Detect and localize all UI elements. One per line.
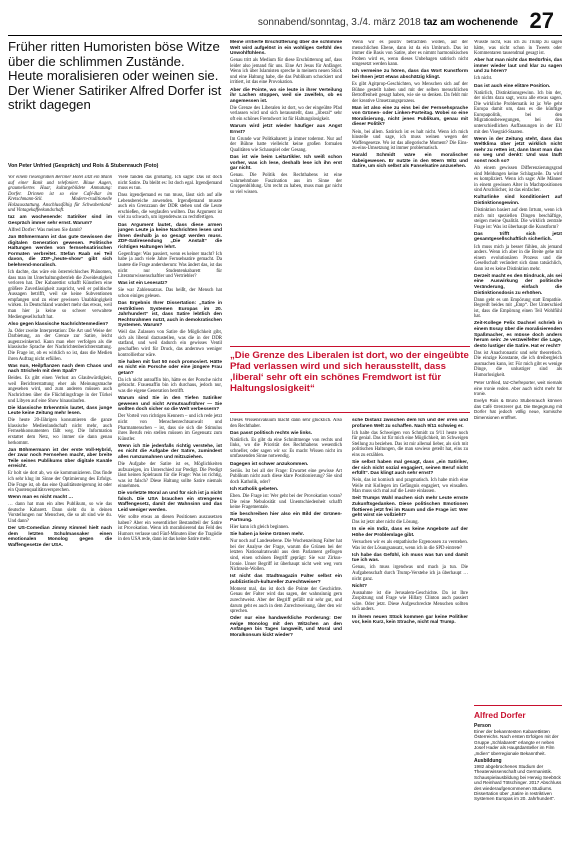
- interview-question: Wenn man es nicht macht …: [8, 495, 74, 501]
- interview-question: Sie haben ja keine Grünen mehr.: [230, 532, 305, 538]
- interview-question: Harald Schmidt wäre ein moralischer dabeigewesen. Er nutzte in den 90ern Witz und Satire, um sich selbst als Fanselsatire anzusehen.: [352, 153, 468, 170]
- pull-quote-text: „Die Grenze des Liberalen ist dort, wo der eingeübte Pfad verlassen wird und sich herausstellt, dass ‚liberal‘ sehr oft ein schönes Fremdwort ist für Haltungslosigkeit“: [230, 350, 469, 394]
- interview-answer: Dann geht es um Empörung statt Empathie. Begreift beides mit „Emp“. Der Unterschied ist, dass die Empörung einen Teil Wohlfühl hat.: [474, 297, 562, 320]
- header-rule: [8, 35, 562, 36]
- bio-education-label: Ausbildung: [474, 758, 502, 765]
- article-credit: Von Peter Unfried (Gespräch) und Rois & Stubenrauch (Foto): [8, 163, 159, 169]
- interview-answer: Wüsste nicht, was ich zu Trump zu sagen hätte, was nicht schon in Tweets oder Kommentaren tausendmal gesagt ist.: [474, 40, 562, 57]
- column-1: [8, 175, 112, 845]
- interview-answer: Nein, das ist komisch und pragmatisch. Ich habe mich eine Weile mit Kollegen im Gefängnis engagiert, wo einsaßen. Man muss sich mal auf die Leute einlassen.: [352, 478, 468, 495]
- interview-answer: Weil das Zulassen von Satire die Möglichkeit gibt, sich als liberal darzustellen, was die in der DDR statfand, und weil dadurch ein gewisses Ventil geschaffen wird für Druck, das andernwo weniger kontrollierbar wäre.: [118, 330, 222, 358]
- interview-answer: Der Vorteil von richtigen Kennern – und ich rede jetzt nicht von Menschenrechtsanwalt und Pharmamenschen – ist, dass sie sich die Stimulus ihres Berufs rein stellen müssen im Gegensatz zum Künstler.: [118, 414, 222, 442]
- interview-question: Das ist auch eine elitäre Position.: [474, 83, 551, 89]
- interview-answer: Ich halte das Schweigen von Schmidt zu 9/11 heute noch für genial. Das ist für mich eine Möglichkeit, im Schweigen Stellung zu beziehen. Das ist mir allemal lieber, als sich mit politischen Haltungen, die man sowieso geteilt hat, eins zu eins zu erzählen.: [352, 430, 468, 458]
- column-3-bottom-body: [230, 418, 342, 638]
- bio-title: Alfred Dorfer: [474, 710, 526, 720]
- interview-answer: Ja. Oder zweite Interpretation: Die Art und Weise der Darbietung, an der Grenze zur Satire, leicht augenzwinkernd. Kann man eher verfolgen als die klassische Sprache der Nachrichtenberichterstattung. Die Frage ist, ob es wirklich so ist, dass die Medien ihren Auftrag nicht erfüllen.: [8, 328, 112, 362]
- interview-answer: Es gibt Agitprop-Geschichten, wo Menschen sich auf der Bühne gestellt haben und mit der selben menschlichen Betroffenheit gesagt haben, wie sie so denken. Da fehlt mir der kreative Umsetzungsprozess.: [352, 82, 468, 104]
- interview-question: Das Ergebnis Ihrer Dissertation: „Satire in restriktiven Systemen Europas im 20. Jahrhundert“ ist, dass Satire lebtlich den Rechtsrahmen nutzt, auch in demokratischen Systemen. Warum?: [118, 301, 222, 329]
- interview-question: Sie beschreiben hier also ein Bild der Grünen-Partnung.: [230, 512, 342, 523]
- interview-answer: Eben. Die Frage ist: Wer geht bei der Provokation voran? Die reine Nebulosität und Unentschiedenheit schafft keine Fragementale.: [230, 494, 342, 511]
- interview-answer: Im Grunde war Politkabarett ja immer todernst. Nur auf der Bühne hatte vielleicht keine großen formalen Qualitäten wie Schauspiel oder Gesang.: [230, 136, 342, 153]
- interview-question: Das ist wie beim Leitartikler. Ich weiß schon vorher, was ich lese, deshalb lese ich ihn erst gar nicht.: [230, 154, 342, 172]
- interview-question: sche Distanz zwischen dem Ich und der irren und profanen Welt zu schaffen. Nach 9/11 schwieg er.: [352, 418, 468, 429]
- article-headline: Früher ritten Humoristen böse Witze über die schlimmen Zustände. Heute moralisieren oder weinen sie. Der Wiener Satiriker Alfred Dorfer ist strikt dagegen: [8, 39, 222, 113]
- interview-question: Ich Katholik gebeten.: [230, 486, 279, 492]
- interview-answer: Ich muss mich ja besser fühlen, als jemand anders. Wenn ich aber in die Breite gehe mit einem evolutionären Prozess und die Gesellschaft verändert sich dann tatsächlich, dann ist es keine Distinktion mehr.: [474, 244, 562, 272]
- interview-answer: Sie war Zahlensatzus. Das heißt, der Mensch hat schon einiges gelesen.: [118, 288, 222, 299]
- interview-answer: Distinktion basiert auf dem Irrtum, wenn ich mich mit speziellen Dingen beschäftige, steigen meine Qualität. Die wirklich zentrale Frage ist: Was ist überhaupt die Kunstform?: [474, 208, 562, 230]
- interview-question: In ihrem neuen Stück kommen gar keine Politiker vor, kein Kurz, kein Strache, nicht mal Trump.: [352, 614, 468, 626]
- interview-question: Aber die Pointe, wo sie leute in ihrer Verteilung ihr Lachen stoppen, weil sie zweifeln, ob es angemessen ist.: [230, 87, 342, 104]
- interview-answer: Moment mal, das ist doch die Pointe der Geschichte. Genau der Falter wird das sagen, der wahnsinnig gern zurechtweist. Aber der Begriff gefällt mir sehr gut, und darum geht es auch in dem Zurechtweisung, über den wir sprechen.: [230, 586, 342, 615]
- column-5-body: [474, 40, 562, 378]
- interview-question: Nicht?: [352, 583, 367, 589]
- column-2-body: [118, 175, 222, 543]
- interview-question: Was ist ein Lesesatz?: [118, 281, 168, 287]
- bio-box: [474, 705, 562, 802]
- column-3-bottom: [230, 418, 342, 845]
- interview-question: Oder nur eine handwerkliche Forderung: Der ewige Monolog mit den Witzchen an den Anfängen bis Tages langweilt, und Moral und Moralkonsum kickt wieder?: [230, 616, 342, 638]
- interview-answer: Natürlich, Distinktionsgewinn. Ich bin der, der nichts dazu sagt, wozu alle etwas sagen. Die wirkliche Problematik ist ja: Wie geht Europa damit um, dass es die künftige Europapolitik, bei den Migrationsbewegungen, bei den unterschiedlichen Auffassungen in der EU mit den Visegrád-Staaten.: [474, 90, 562, 135]
- interview-answer: Nur noch auf Landesebene. Die Wochenzeitung Falter hat bei der Analyse der Frage, warum die Grünen bei der letzten Nationalratswahl aus dem Parlament geflogen sind, einen schönen Begriff geprägt: Sie war Zirkus-Ironie. Unser Begriff ist überhaupt nicht weit weg vom Nichtsein-Wollen.: [230, 539, 342, 573]
- column-4-top-body: [352, 40, 468, 170]
- header-date-section: [258, 17, 518, 28]
- interview-question: Das Argument lautet, dass diese armen jungen Leute ja keine Nachrichten lesen und ihnen deshalb ja so gesagt werden muss. ZDF-Satiresendung „Die Anstalt“ die richtigen Haltungen lehrt.: [118, 222, 222, 250]
- interview-answer: Viele fanden das großartig. Ich sagte: Das ist doch nicht Satire. Da bleibt es: Ist doch egal. Irgendjemand muss es tun.: [118, 175, 222, 192]
- interview-answer: Genau tritt als Medium für diese Erschütterung auf, dass leider also jemand für uns. Eine Art Jesus für Anfänger. Wenn ich über Islamisten spreche in meinem neuen Stück und eine Haltung habe, die das Publikum schockiert und irritiert, ist das eine Provokation.: [230, 58, 342, 86]
- interview-question: Warum sind Sie in den Tiefen Satiriker gewesen und nicht Armutsaufrührer — Sie wollten doch sicher so die Welt verbessern?: [118, 396, 222, 413]
- interview-answer: Dass irgendjemand es tun muss, lässt sich auf alle Lebensbereiche anwenden. Irgendjemand musste auch ein Grenzzaun der DDR stehen und die Leute erschießen, die weglaufen wollten. Das Argument ist viel zu schwach, um irgendetwas zu rechtfertigen.: [118, 193, 222, 221]
- interview-question: Sie haben mit fast 50 noch promoviert. Hätte es nicht ein Porsche oder eine jüngere Frau getan?: [118, 359, 222, 376]
- interview-question: Dagegen ist schwer anzukommen.: [230, 461, 309, 467]
- interview-question: Der US-Comedian Jimmy Kimmel hielt nach dem letzten Schulmassaker einen emotionalen Monolog gegen die Waffengesetze der USA.: [8, 526, 112, 548]
- bio-person-text: Einer der bekanntesten Kabarettisten Österreichs. Nach ersten Erfolgen mit der Gruppe „Schlabarett“ erlangte er neben Josef Hader als Hauptdarsteller im Film „Indien“ überregionale Bekanntheit.: [474, 729, 559, 756]
- pull-quote: [230, 350, 470, 394]
- bio-education-text: 1982 abgebrochenes Studium der Theaterwissenschaft und Germanistik. Schauspielausbildung bei Herwig Seeböck und Reinhard Tötschinger. 2017 Abschluss des wiederaufgenommenen Studiums. Dissertation über „Satire in restriktiven Systemen Europas im 20. Jahrhundert“.: [474, 764, 562, 802]
- column-3-top-body: [230, 40, 342, 195]
- interview-question: Zeit-Kollege Felix Dachsel schrieb in einem Essay über die moralisierenden Spaßmacher, es müsse doch anders herum sein: Je verzweifelter die Lage, desto lustiger die Satire. Hat er recht?: [474, 321, 562, 349]
- author-note-unfried: Peter Unfried, taz-Chefreporter, weit niemals eine Ironie reden. Aber auch nicht mehr für Ironie.: [474, 380, 562, 397]
- bio-box-rule: [474, 705, 562, 706]
- interview-answer: Seriös. Ist bei all der Frage: Erwartet eine gewisse Art Publikum nicht auch diese klare Positionierung? Sie sind doch Katholik, oder?: [230, 468, 342, 485]
- interview-answer: Die Grenze des Liberalen ist dort, wo der eingeübte Pfad verlassen wird und sich herausstellt, dass „liberal“ sehr oft ein schönes Fremdwort ist für Haltungslosigkeit.: [230, 105, 342, 122]
- interview-question: Das trifft sich jetzt gesamtgesellschaftlich sicherlich.: [474, 231, 562, 243]
- interview-question: Meine irritierte Erschütterung über die schlimme Welt wird aufgelöst in ein wohliges Gefühl des Unwohlfühlens.: [230, 40, 342, 57]
- column-5: [474, 40, 562, 700]
- interview-question: Ist nicht das Stadtmagazin Falter selbst ein publizistisch-kultureller Zurechtweiser?: [230, 574, 342, 585]
- interview-answer: Die heute 20-Jährigen konsumieren die ganze klassische Medienlandschaft nicht mehr, auch Fernsehkonsumenten fällt weg. Die Information erstattet dem Netz, wo immer sie dann genau herkommt.: [8, 418, 112, 446]
- interview-answer: Wenn wir es positiv betrachten wollen, auf der menschlichen Ebene, dann ist da ein Umbruch. Das ist immer die Basis von Satire, aber es nimmt harmonikischen Proben wird es, wenn dieses Unbehagen satirisch nicht umgesetzt werden kann.: [352, 40, 468, 68]
- interview-question: Jan Böhmermann ist das gute Gewissen der digitalen Generation gewesen. Politische Haltungen werden von fernsehsatirischen Formaten verbreitet. Stefan Raab sei Teil davon, die ZDF-„heute-show“ gibt sich belehrend-moralisch.: [8, 235, 112, 268]
- interview-answer: Ausnahme ist die Jerusalem-Geschichte. Da ist Ihre Zuspitzung und Frage wie Hillary Clinton auch passiert wäre. Oder jetzt. Diese Aufgeschreckte Menschen sollten sich anders.: [352, 590, 468, 613]
- page-number: 27: [529, 8, 554, 33]
- author-note-photographers: Evelyn Rois & Bruno Stubenrauch können das Café Grenzerer gut. Die Begegnung mit Dorfer hat jedoch völlig neue, komische Dimensionen eröffnet.: [474, 398, 562, 420]
- interview-answer: Da ich nicht autoaffin bin, hätte es der Porsche nicht gebracht. Frauenaffin bin ich durchaus, jedoch nur, was die eigene Generation betrifft.: [118, 377, 222, 395]
- interview-question: Derzeit macht es den Eindruck, als sei eine Auswirkung der politische Veränderung, einfach die Distinktionsdosis zu erhöhen.: [474, 273, 562, 296]
- header-section: taz am wochenende: [423, 17, 518, 28]
- column-1-body: [8, 215, 112, 548]
- interview-answer: Genau. Die Politik des Rechthabens ist eine wahrnehmbare Faszination aus im Sinne der Gruppenbildung. Um recht zu haben, muss man gar nicht so viel wissen.: [230, 173, 342, 195]
- interview-answer: Ab einem gewissen Differenzierungsgrad sind Meldungen keine Schlagzeile. Da wird es kompliziert. Wenn ich sage: Alle Männer in einem gewissen Alter in Machtpositionen sind Arschlöcher, ist das einfacher.: [474, 166, 562, 194]
- interview-answer: Natürlich. Es gibt da eine Schnittmenge von rechts und links, wo die Priorität des Rechthabens wesentlich schneller, oder sagen wir so: Es macht Wissen nicht im umfassenden Sinne notwendig.: [230, 437, 342, 460]
- interview-question: Aber hat man nicht das Bedürfnis, das immer wieder laut und klar zu sagen und zu hören?: [474, 58, 562, 75]
- interview-question: Ich habe das Gefühl, ich muss was tun und damit tue ich was.: [352, 552, 468, 564]
- interview-answer: Beides. Es gibt einen Verlust an Glaubwürdigkeit, weil Berichterstattung eher als Meinungsmache angesehen wird, und zum anderen müssen auch Nachrichten über die Flüchtlingsfrage in der Türkei und Libyen auf eine Show hinauslaufen.: [8, 376, 112, 404]
- interview-answer: Die Aufgabe der Satire ist es, Möglichkeiten aufzuzeigen, im Unterschied zur Predigt. Die Predigt lässt keinen Spielraum für die Frage: Was ist richtig, was ist falsch? Diese Haltung sollte Satire niemals einnehmen.: [118, 461, 222, 490]
- interview-question: Jan Böhmermann ist der erste Voll-Hybrid, der zwar noch Fernsehen macht, aber breite Teile seines Publikums über digitale Kanäle erreicht.: [8, 447, 112, 470]
- interview-answer: Das ist Anachronastic und sehr theoretisch. Die einzige Konstante, die ich dreibergleich ausmachen kann, ist: Für mich gibt es wenige Dinge, die unlustiger sind als Humorlosigkeit.: [474, 350, 562, 378]
- interview-answer: Versuchen wir es als empathische Ergenossen zu verstehen. Was ist der Lösungsansatz, wenn ich in die SPD eintrete?: [352, 540, 468, 551]
- interview-question: Man ist also eine zu eins bei der Fernsehsprache von Grünen- oder Linken-Parteitag. Wobei so eine Moralisierung, nicht jenes Publikum, genau mit dieser Politik?: [352, 105, 468, 128]
- interview-question: Was nun, Heilpflanzen nach dem Chaos und nach Stricheln mit dem Spaß?: [8, 363, 112, 375]
- interview-answer: Alfred Dorfer: Was meinen Sie damit?: [8, 228, 82, 234]
- interview-question: Kulturlinke sind konditioniert auf Distinktionsgewinn.: [474, 195, 562, 206]
- column-4-top: [352, 40, 468, 346]
- interview-answer: Gegenfrage: Was passiert, wenn es keiner macht? Ich habe ja auch viele Jahre Fernsehsatire gemacht. Da lautete die Frage andersherum: Was ändert das, ist das nicht nur Studentenkabarett für Literaturwissenschaftler und Vertriebler?: [118, 251, 222, 280]
- pull-quote-rule-bottom: [230, 412, 470, 413]
- interview-question: Wenn ich Sie jedenfalls richtig verstehe, ist es nicht die Aufgabe der Satire, zumindest alles rumzumahnen und mitzuziehen.: [118, 443, 222, 460]
- interview-question: Seit Trumps Wahl machen sich mehr Leute ernste Zukunftsgedanken. Diese politischen Emotionen flottieren jetzt frei im Raum und die Frage ist: Wer geht wirst sie vollzieht?: [352, 496, 468, 519]
- interview-answer: Dieses Wissensvakuum macht dann sehr glücklich. Also den Rechthaber.: [230, 418, 342, 429]
- interview-answer: … dann hat man ein altes Publikum, so wie das deutsche Kabarett. Dann sieht du in deinen Vorstellungen nur Menschen, die so alt sind wie du. Und dann?: [8, 502, 112, 525]
- interview-question: Ich vermeine zu hören, dass das Wort Kunstform bei Ihnen jetzt etwas abschätzig klingt.: [352, 69, 468, 80]
- page-header: [8, 10, 562, 32]
- interview-answer: Er holt sie dort ab, wo sie kommunizieren. Das finde ich sehr klug im Sinne der Optimierung des Erfolgs. Die Frage ist, ob das eine Qualitätssteigerung ist oder ein Quotenqualitätsversprechen.: [8, 471, 112, 494]
- header-date: sonnabend/sonntag, 3./4. märz 2018: [257, 17, 421, 28]
- column-4-bottom: [352, 418, 468, 845]
- column-4-bottom-body: [352, 418, 468, 626]
- interview-question: Das passt politisch rechts wie links.: [230, 430, 313, 436]
- column-2: [118, 175, 222, 845]
- interview-question: taz am wochenende: Satiriker sind im Gespräch immer sehr ernst. Warum?: [8, 215, 112, 226]
- intro-paragraph: Vor einem riesengroßen Berliner Hotel sitzt ein Mann auf einer Bank und telefoniert. Blaue Augen, graumeliertes Haar, kulturgebildete Anmutung: Dorfer. Drinnen ist so eine Café-Bar im Kretschmann-Stil. Modern-traditionelle Holzausstattung. Anschlussfähig für Schwabenland- und Vintagekaffeekundschaft.: [8, 175, 112, 214]
- interview-question: Die klassische Erkenntnis lautet, dass junge Leute keine Zeitung mehr lesen.: [8, 405, 112, 417]
- interview-answer: Ich nicht.: [474, 76, 493, 82]
- column-3-top: [230, 40, 342, 346]
- pull-quote-rule-top: [230, 346, 470, 347]
- interview-question: Also gegen klassische Nachrichtenmedien?: [8, 321, 109, 327]
- interview-question: Warum wird jetzt wieder häufiger aus Angst Ernst?: [230, 124, 342, 135]
- interview-answer: Das ist jetzt aber nicht die Lösung.: [352, 520, 419, 526]
- interview-question: Die vorletzte Moral an und für sich ist ja nicht falsch. Die USA brauchen ein strengeres Waffengesetz, damit der Wahnsinn und das Leid weniger werden.: [118, 491, 222, 513]
- bio-person-label: Person: [474, 723, 491, 729]
- interview-answer: Genau, ich muss irgendwas und mach ja tun. Die Aufgabenschaft durch Trump-Verstehe ich ja überhaupt … nicht ganz.: [352, 565, 468, 582]
- interview-answer: Hier kann ich gleich beginnen.: [230, 525, 290, 531]
- interview-question: Wenn in der Zeitung steht, dass das Weltklima über jetzt wirklich nicht mehr zu retten ist, dann lässt man das so weg und denkt: Und was läuft sonst noch so?: [474, 136, 562, 164]
- interview-answer: Wer sollte etwas an diesen Positionen auszusetzen haben? Aber ein wesentlicher Bestandteil der Satire ist Provokation. Wenn ich moralisierend das Feld des Humors verlasse und Fünf-Minuten über die Tragödie in den USA rede, dann ist das keine Satire mehr.: [118, 515, 222, 543]
- interview-question: Sie selbst haben mal gesagt, dass „ein Satiriker, der sich nicht sozial engagiert, seinen Beruf nicht erfüllt“. Das klingt auch sehr ernst?: [352, 460, 468, 477]
- interview-answer: Ich dachte, das wäre ein österreichisches Phänomen, dass man im Unterhaltungsbetrieb die Zweideutigkeit verloren hat. Der Kabarettist schafft Künstlern eine größere Zuverlässigkeit zuspricht, weil er politische Aussagen betrifft, weil sie keine Subventionen empfangen und zu einer gewissen Unabhängigkeit wirken. In Deutschland wandert mehr das etwas, weil man hier ja keine so schwer verwaltete Mediengesellschaft hat.: [8, 270, 112, 320]
- interview-answer: Nein, bei allem. Satirisch ist es halt nicht. Wenn ich mich hinstelle und sage, ich muss weinen wegen der Waffengesetze. Wo ist das allegorische Moment? Die Eins-zu-eins-Umsetzung ist immer problematisch.: [352, 129, 468, 152]
- interview-question: In sie ein Indiz, dass es keine Angebote auf der Höhe der Problemlage gibt.: [352, 527, 468, 538]
